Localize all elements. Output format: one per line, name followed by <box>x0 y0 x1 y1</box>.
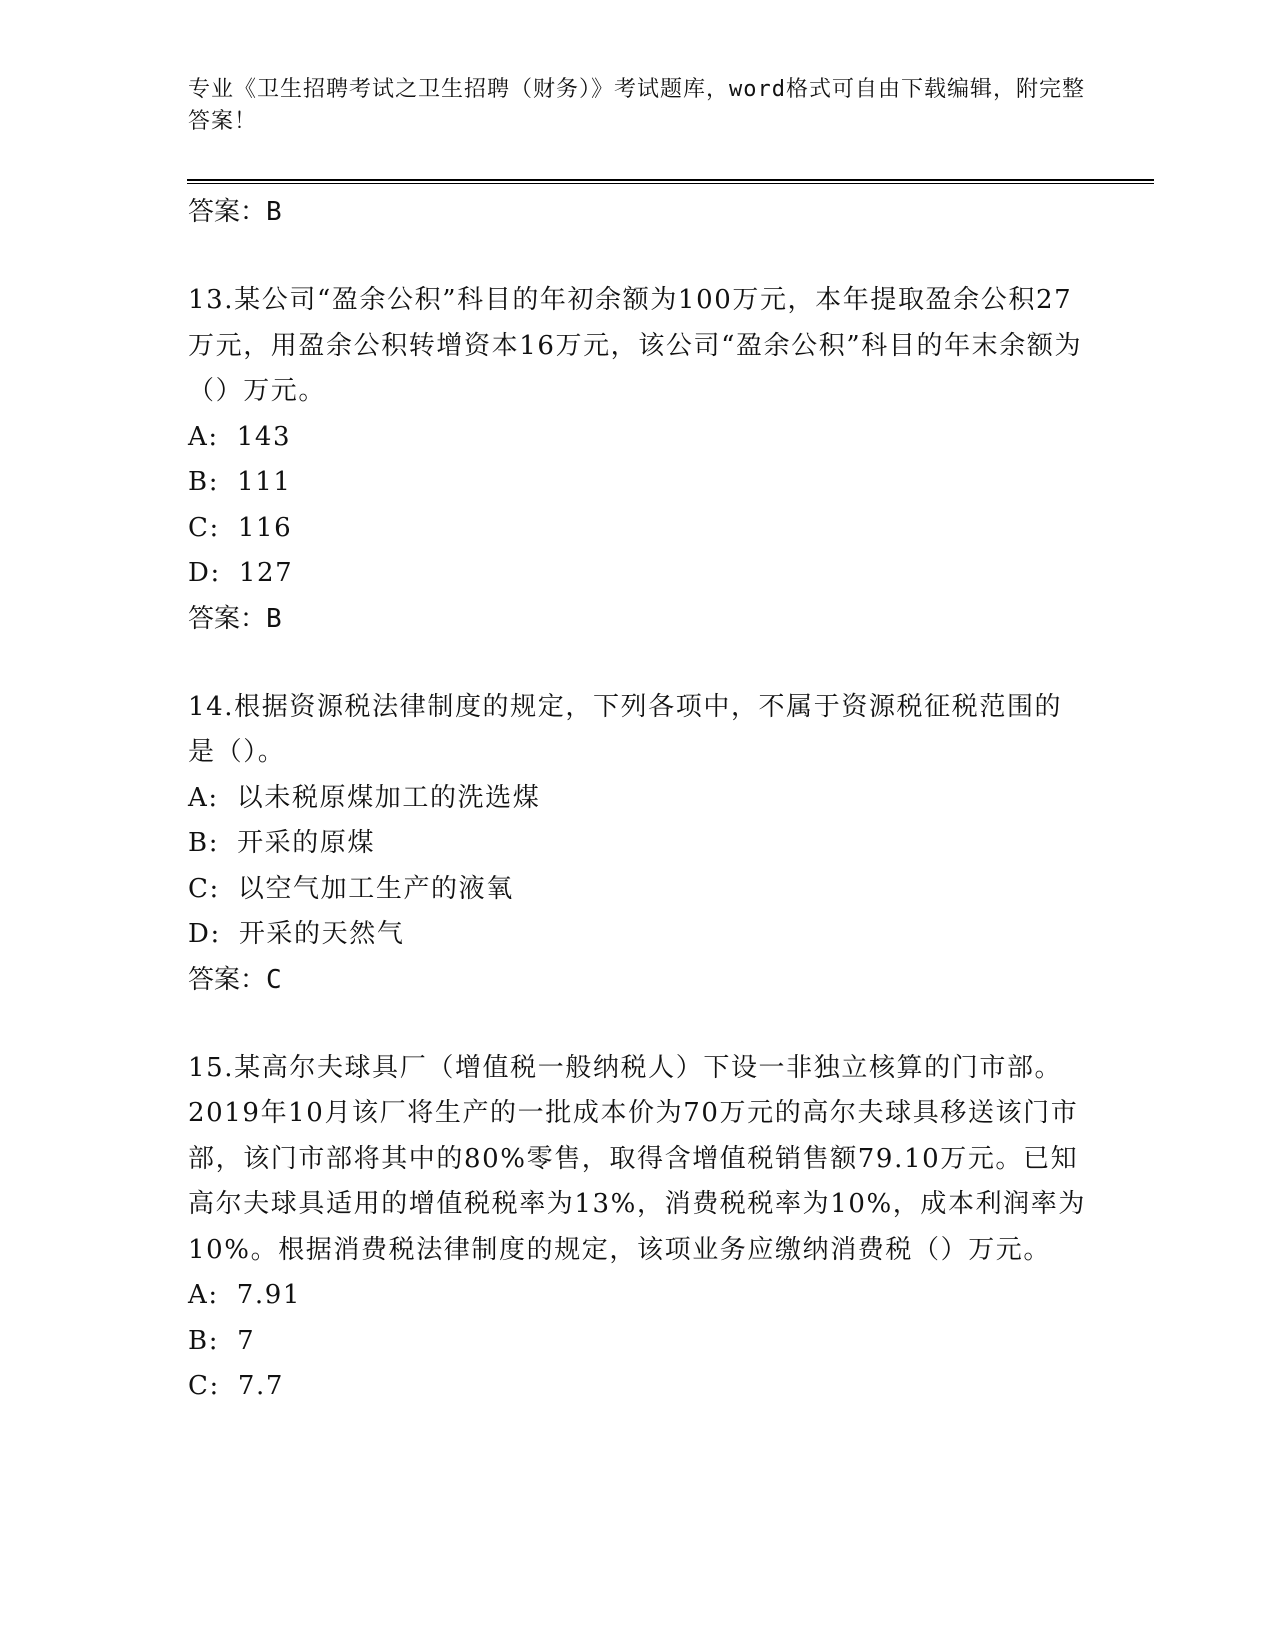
option-text: 以空气加工生产的液氧 <box>237 873 514 904</box>
option-b <box>188 821 1088 867</box>
option-letter: D: <box>188 558 221 588</box>
question-answer: 答案：B <box>188 603 282 634</box>
option-text: 开采的天然气 <box>238 919 405 949</box>
page-header: 专业《卫生招聘考试之卫生招聘（财务）》考试题库，word格式可自由下载编辑，附完整答案！ <box>188 77 1085 134</box>
option-letter: C: <box>188 1371 220 1401</box>
option-text: 以未税原煤加工的洗选煤 <box>236 782 541 813</box>
question-block <box>188 685 1088 1002</box>
spacer <box>188 641 1088 685</box>
option-text: 116 <box>237 512 293 543</box>
option-c <box>188 867 1088 913</box>
option-letter: A: <box>188 782 219 813</box>
option-text: 7.7 <box>237 1371 285 1401</box>
option-d <box>188 912 1088 958</box>
question-stem: 14.根据资源税法律制度的规定，下列各项中，不属于资源税征税范围的是（）。 <box>188 691 1063 767</box>
option-text: 127 <box>238 558 294 588</box>
header-rule-thick <box>187 179 1154 181</box>
option-letter: B: <box>188 828 220 858</box>
spacer <box>188 1002 1088 1046</box>
option-letter: A: <box>188 421 219 452</box>
option-a <box>188 776 1088 822</box>
option-c <box>188 506 1088 552</box>
option-text: 7.91 <box>236 1280 302 1310</box>
previous-answer: 答案：B <box>188 197 282 227</box>
option-c <box>188 1364 1088 1410</box>
question-block <box>188 278 1088 641</box>
option-text: 143 <box>236 421 292 452</box>
header-rule-thin <box>187 183 1154 184</box>
document-body <box>188 190 1088 1410</box>
spacer <box>188 234 1088 278</box>
option-letter: C: <box>188 512 220 543</box>
question-block <box>188 1046 1088 1410</box>
question-stem: 13.某公司“盈余公积”科目的年初余额为100万元，本年提取盈余公积27万元，用盈余公积转增资本16万元，该公司“盈余公积”科目的年末余额为（）万元。 <box>188 285 1083 406</box>
option-a <box>188 1273 1088 1319</box>
option-text: 7 <box>237 1325 256 1356</box>
option-text: 111 <box>237 467 292 497</box>
option-d <box>188 551 1088 597</box>
question-answer: 答案：C <box>188 964 282 995</box>
option-letter: D: <box>188 919 221 949</box>
option-letter: A: <box>188 1280 219 1310</box>
option-letter: C: <box>188 873 220 904</box>
option-letter: B: <box>188 1325 220 1356</box>
option-a <box>188 415 1088 461</box>
option-b <box>188 460 1088 506</box>
option-b <box>188 1319 1088 1365</box>
option-letter: B: <box>188 467 220 497</box>
question-stem: 15.某高尔夫球具厂（增值税一般纳税人）下设一非独立核算的门市部。2019年10月该厂将生产的一批成本价为70万元的高尔夫球具移送该门市部，该门市部将其中的80%零售，取得含增值税销售额79.10万元。已知高尔夫球具适用的增值税税率为13%，消费税税率为10%，成本利润率为10%。根据消费税法律制度的规定，该项业务应缴纳消费税（）万元。 <box>188 1052 1086 1265</box>
option-text: 开采的原煤 <box>237 828 376 858</box>
